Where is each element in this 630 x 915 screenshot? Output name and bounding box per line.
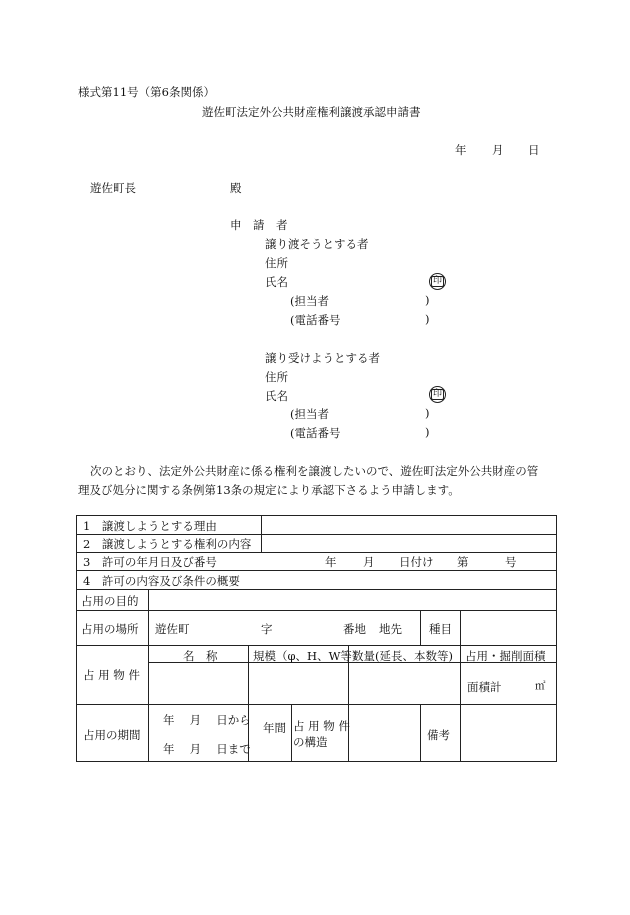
applicant-heading: 申 請 者: [230, 218, 288, 232]
location-chisaki: 地先: [379, 622, 402, 636]
date-month: 月: [492, 143, 504, 157]
area-unit: ㎡: [535, 680, 546, 692]
period-to: 年 月 日まで: [163, 742, 251, 756]
body-text-line-2: 理及び処分に関する条例第13条の規定により承認下さるよう申請します。: [78, 483, 460, 497]
transferee-heading: 譲り受けようとする者: [265, 351, 380, 365]
location-aza: 字: [261, 622, 273, 636]
transferor-phone-close: ): [425, 312, 430, 326]
transferee-address-label: 住所: [265, 370, 288, 384]
row-permit-label: 3 許可の年月日及び番号: [83, 555, 217, 569]
transferor-contact-close: ): [425, 293, 430, 307]
transferee-contact-label: (担当者: [290, 407, 329, 421]
row-reason-label: 1 譲渡しようとする理由: [83, 519, 217, 533]
transferor-phone-label: (電話番号: [290, 313, 341, 327]
transferor-heading: 譲り渡そうとする者: [265, 237, 369, 251]
transferor-seal-mark: 印: [429, 273, 446, 290]
transferor-contact-label: (担当者: [290, 294, 329, 308]
row-permit-month: 月: [363, 555, 375, 569]
document-title: 遊佐町法定外公共財産権利譲渡承認申請書: [202, 105, 421, 119]
body-text-line-1: 次のとおり、法定外公共財産に係る権利を譲渡したいので、遊佐町法定外公共財産の管: [90, 464, 539, 478]
transferee-seal-mark: 印: [429, 386, 446, 403]
row-permit-no-prefix: 第: [457, 555, 469, 569]
form-number: 様式第11号（第6条関係）: [78, 85, 215, 99]
period-from: 年 月 日から: [163, 713, 251, 727]
row-rights-label: 2 譲渡しようとする権利の内容: [83, 537, 252, 551]
col-area-header: 占用・掘削面積: [465, 649, 546, 663]
row-conditions-label: 4 許可の内容及び条件の概要: [83, 574, 240, 588]
structure-label-line-1: 占 用 物 件: [293, 719, 350, 733]
transferee-phone-label: (電話番号: [290, 426, 341, 440]
remarks-label: 備考: [427, 728, 450, 742]
row-permit-day: 日付け: [399, 555, 434, 569]
transferor-address-label: 住所: [265, 256, 288, 270]
date-day: 日: [528, 143, 540, 157]
transferee-contact-close: ): [425, 406, 430, 420]
period-label: 占用の期間: [83, 728, 141, 742]
application-table: [76, 515, 557, 762]
col-scale-header: 規模（φ、H、W等）: [253, 649, 364, 663]
col-name-header: 名 称: [183, 649, 218, 663]
date-year: 年: [455, 143, 467, 157]
addressee-honorific: 殿: [230, 181, 242, 195]
col-quantity-header: 数量(延長、本数等): [352, 649, 453, 663]
location-banchi: 番地: [343, 622, 366, 636]
row-permit-year: 年: [325, 555, 337, 569]
location-label: 占用の場所: [81, 622, 139, 636]
object-label: 占 用 物 件: [83, 668, 140, 682]
category-label: 種目: [429, 622, 452, 636]
area-total-label: 面積計: [467, 680, 502, 694]
transferee-name-label: 氏名: [265, 389, 288, 403]
structure-label-line-2: の構造: [293, 735, 328, 749]
row-permit-no-suffix: 号: [505, 555, 517, 569]
addressee-name: 遊佐町長: [90, 181, 136, 195]
purpose-label: 占用の目的: [81, 594, 139, 608]
transferee-phone-close: ): [425, 425, 430, 439]
years-label: 年間: [263, 721, 286, 735]
transferor-name-label: 氏名: [265, 275, 288, 289]
location-town: 遊佐町: [155, 622, 190, 636]
